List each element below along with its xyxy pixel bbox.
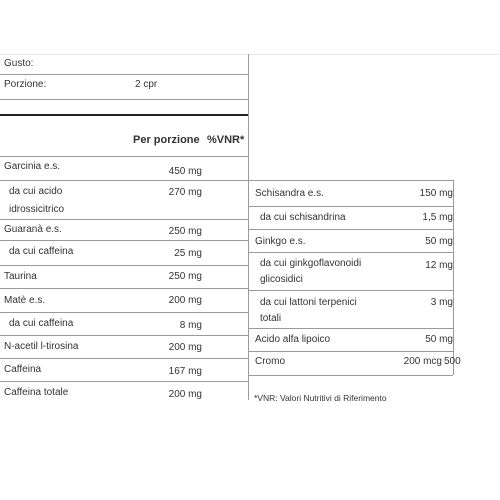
row-name: da cui acido (9, 186, 63, 197)
divider (248, 180, 453, 181)
divider (0, 219, 248, 220)
divider (0, 74, 248, 75)
top-border (0, 54, 500, 55)
divider (248, 351, 453, 352)
row-value: 1,5 mg (422, 212, 453, 223)
row-value: 270 mg (168, 187, 202, 198)
row-name: da cui ginkgoflavonoidi (260, 258, 362, 269)
divider (0, 335, 248, 336)
row-value: 150 mg (419, 188, 453, 199)
row-name: Caffeina (4, 364, 42, 375)
divider (0, 288, 248, 289)
row-value: 200 mg (168, 295, 202, 306)
row-name: Ginkgo e.s. (255, 236, 306, 247)
row-name-cont: glicosidici (260, 274, 303, 285)
row-name-cont: totali (260, 313, 282, 324)
row-value: 25 mg (174, 248, 202, 259)
row-vnr: 500 (444, 356, 461, 367)
divider (248, 252, 453, 253)
divider (0, 99, 248, 100)
row-value: 167 mg (168, 366, 202, 377)
row-name: da cui schisandrina (260, 212, 346, 223)
divider (248, 206, 453, 207)
divider (0, 240, 248, 241)
flavour-label: Gusto: (4, 58, 34, 69)
row-name: Acido alfa lipoico (255, 334, 331, 345)
divider (248, 375, 453, 376)
divider (0, 265, 248, 266)
row-name: N-acetil l-tirosina (4, 341, 79, 352)
row-name: Cromo (255, 356, 286, 367)
per-serving-header: Per porzione (133, 134, 200, 146)
divider (248, 290, 453, 291)
column-separator (248, 54, 249, 400)
row-value: 50 mg (425, 334, 453, 345)
row-value: 50 mg (425, 236, 453, 247)
row-name: da cui caffeina (9, 318, 74, 329)
row-value: 250 mg (168, 271, 202, 282)
footnote: *VNR: Valori Nutritivi di Riferimento (254, 393, 387, 403)
row-name: Garcinia e.s. (4, 161, 61, 172)
row-name: Caffeina totale (4, 387, 69, 398)
divider (248, 328, 453, 329)
serving-value: 2 cpr (135, 79, 158, 90)
divider (248, 229, 453, 230)
row-name: Taurina (4, 271, 37, 282)
row-value: 200 mg (168, 342, 202, 353)
vnr-header: %VNR* (207, 134, 245, 146)
divider (0, 358, 248, 359)
row-name: Guaranà e.s. (4, 224, 62, 235)
row-name: Schisandra e.s. (255, 188, 324, 199)
row-name: da cui lattoni terpenici (260, 297, 357, 308)
row-value: 3 mg (430, 297, 453, 308)
divider (0, 156, 248, 157)
thick-divider (0, 114, 248, 116)
row-name: da cui caffeina (9, 246, 74, 257)
divider (0, 312, 248, 313)
row-value: 8 mg (179, 320, 202, 331)
serving-label: Porzione: (4, 79, 47, 90)
row-value: 200 mcg (403, 356, 442, 367)
row-value: 12 mg (425, 260, 453, 271)
row-value: 450 mg (168, 166, 202, 177)
row-name-cont: idrossicitrico (9, 204, 65, 215)
right-table-edge (453, 180, 454, 375)
row-value: 250 mg (168, 226, 202, 237)
row-name: Matè e.s. (4, 295, 46, 306)
divider (0, 381, 248, 382)
row-value: 200 mg (168, 389, 202, 400)
divider (0, 180, 248, 181)
